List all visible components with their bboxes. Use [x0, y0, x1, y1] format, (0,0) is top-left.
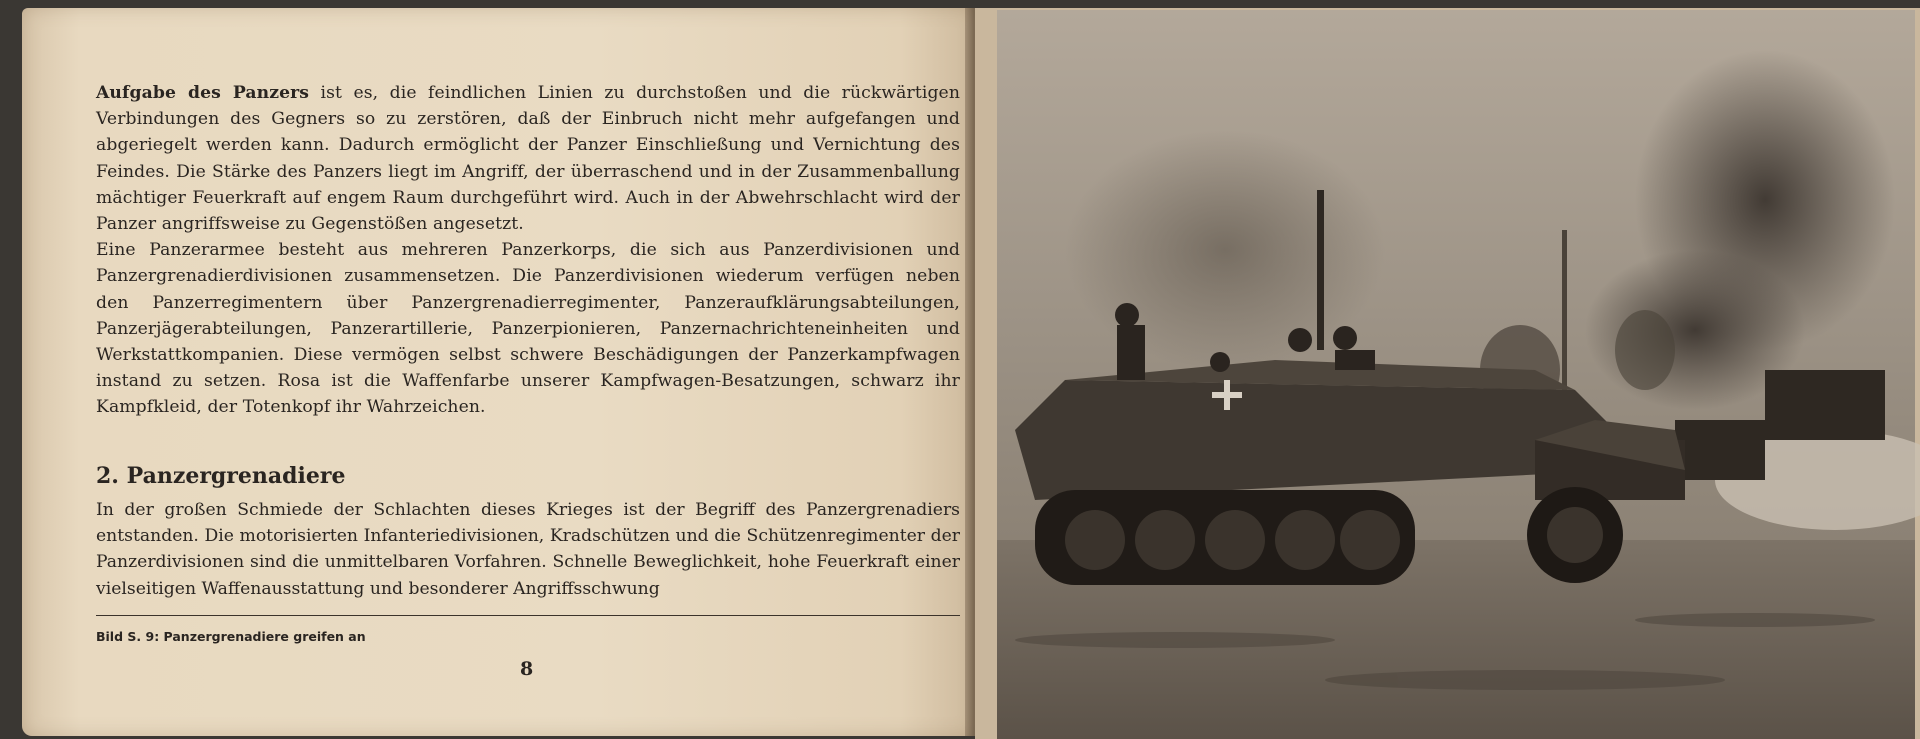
- paragraph-2: Eine Panzerarmee besteht aus mehreren Panzerkorps, die sich aus Panzerdivisionen und Panzergrenadierdivisionen zusammensetzen. Die Panzerdivisionen wiederum verfügen neben den Panzerregimentern über Panzergrenadierregimenter, Panzeraufklärungsabteilungen, Panzerjägerabteilungen, Panzerartillerie, Panzerpionieren, Panzernachrichteneinheiten und Werkstattkompanien. Diese vermögen selbst schwere Beschädigungen der Panzerkampfwagen instand zu setzen. Rosa ist die Waffenfarbe unserer Kampfwagen-Besatzungen, schwarz ihr Kampfkleid, der Totenkopf ihr Wahrzeichen.: [96, 240, 960, 418]
- antenna: [1317, 190, 1324, 350]
- paragraph-1: [96, 80, 960, 237]
- photo-svg: [975, 0, 1920, 739]
- page-number: 8: [520, 658, 534, 680]
- paragraph-1-lead: Aufgabe des Panzers: [96, 83, 310, 103]
- paragraph-3: In der großen Schmiede der Schlachten dieses Krieges ist der Begriff des Panzergrenadiers entstanden. Die motorisierten Infanteriedivisionen, Kradschützen und die Schützenregimenter der Panzerdivisionen sind die unmittelbaren Vorfahren. Schnelle Beweglichkeit, hohe Feuerkraft einer vielseitigen Waffenausstattung und besonderer Angriffsschwung: [96, 500, 960, 599]
- paragraph-1-rest: ist es, die feindlichen Linien zu durchstoßen und die rückwärtigen Verbindungen des Gegners so zu zerstören, daß der Einbruch nicht mehr aufgefangen und abgeriegelt werden kann. Dadurch ermöglicht der Panzer Einschließung und Vernichtung des Feindes. Die Stärke des Panzers liegt im Angriff, der überraschend und in der Zusammenballung mächtiger Feuerkraft auf engem Raum durchgeführt wird. Auch in der Abwehrschlacht wird der Panzer angriffsweise zu Gegenstößen angesetzt.: [96, 83, 960, 235]
- footnote-rule: [96, 615, 960, 616]
- section-heading: 2. Panzergrenadiere: [96, 463, 346, 489]
- body-text-top: [96, 80, 960, 421]
- halftrack-photo: [975, 0, 1920, 739]
- image-caption: Bild S. 9: Panzergrenadiere greifen an: [96, 629, 366, 644]
